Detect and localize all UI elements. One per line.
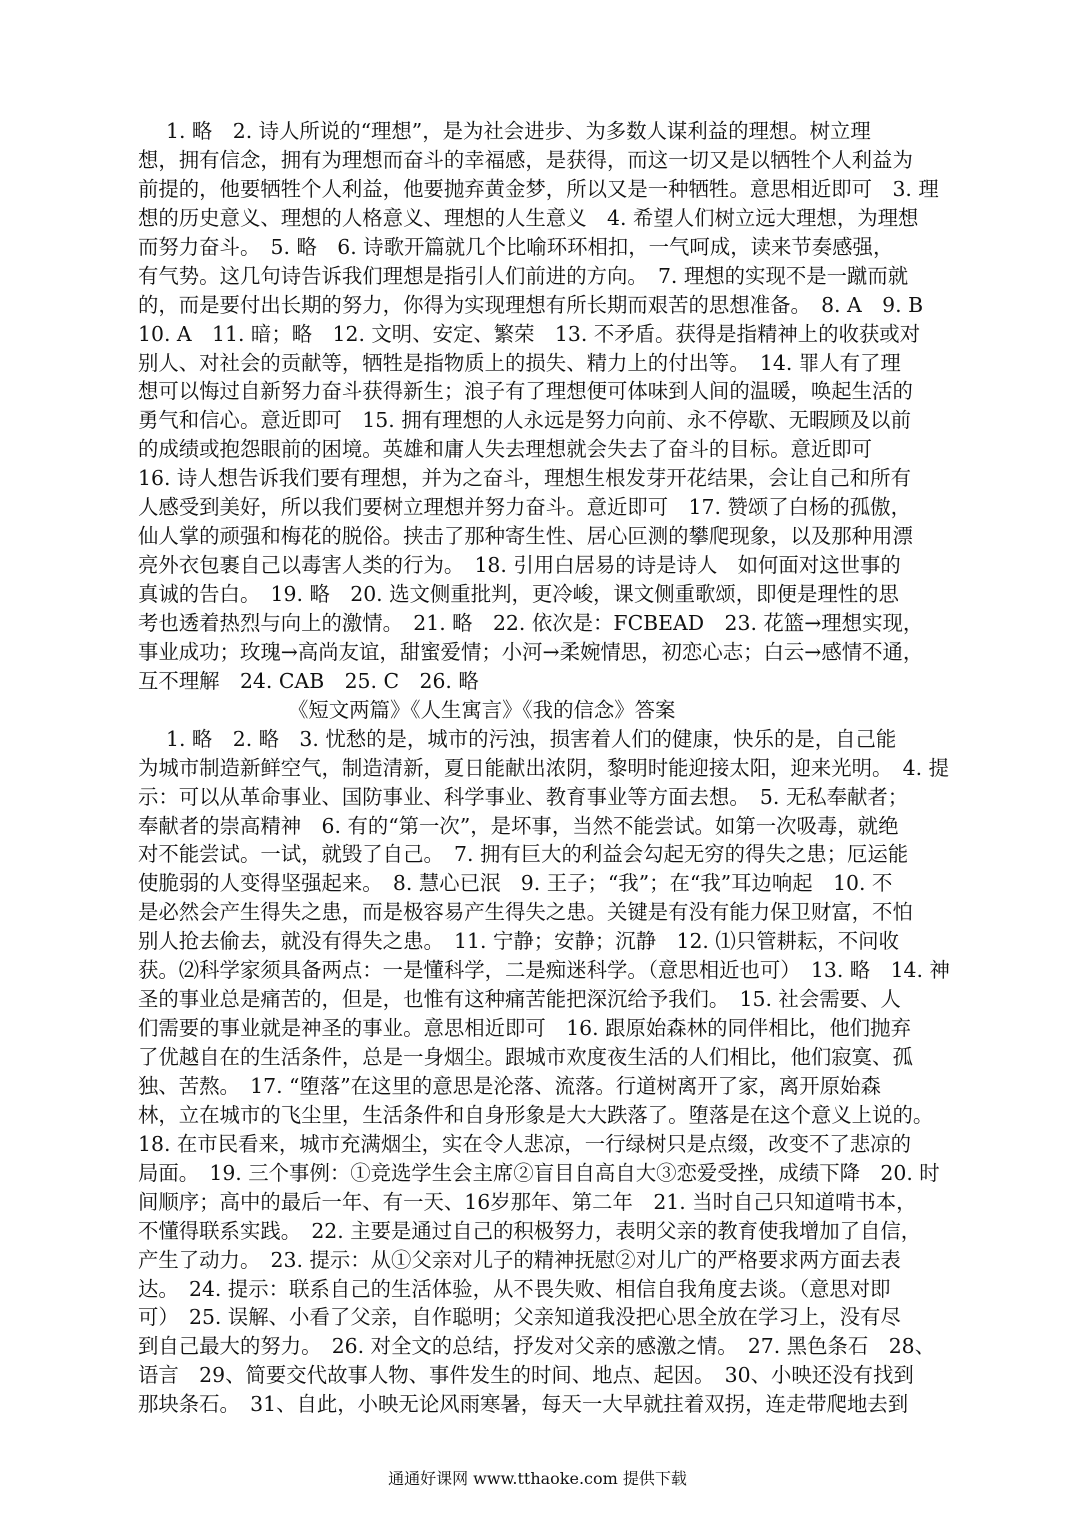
text-line: 们需要的事业就是神圣的事业。意思相近即可 16. 跟原始森林的同伴相比，他们抛弃 (138, 1016, 911, 1041)
text-line: 1. 略 2. 诗人所说的“理想”，是为社会进步、为多数人谋利益的理想。树立理 (166, 119, 871, 143)
text-line: 仙人掌的顽强和梅花的脱俗。挟击了那种寄生性、居心叵测的攀爬现象，以及那种用漂 (138, 524, 913, 549)
text-line: 16. 诗人想告诉我们要有理想，并为之奋斗，理想生根发芽开花结果，会让自己和所有 (138, 466, 911, 491)
text-line: 事业成功；玫瑰→高尚友谊，甜蜜爱情；小河→柔婉情思，初恋心志；白云→感情不通， (138, 639, 924, 664)
text-line: 林，立在城市的飞尘里，生活条件和自身形象是大大跌落了。堕落是在这个意义上说的。 (138, 1102, 934, 1127)
text-line: 互不理解 24. CAB 25. C 26. 略 (138, 668, 479, 693)
text-line: 的成绩或抱怨眼前的困境。英雄和庸人失去理想就会失去了奋斗的目标。意近即可 (138, 437, 873, 462)
text-line: 使脆弱的人变得坚强起来。 8. 慧心已泯 9. 王子；“我”；在“我”耳边响起 10. 不 (138, 871, 893, 896)
text-line: 是必然会产生得失之患，而是极容易产生得失之患。关键是有没有能力保卫财富，不怕 (138, 900, 913, 925)
text-line: 奉献者的崇高精神 6. 有的“第一次”，是坏事，当然不能尝试。如第一次吸毒，就绝 (138, 813, 899, 838)
text-line: 语言 29、简要交代故事人物、事件发生的时间、地点、起因。 30、小映还没有找到 (138, 1363, 914, 1388)
text-line: 有气势。这几句诗告诉我们理想是指引人们前进的方向。 7. 理想的实现不是一蹴而就 (138, 263, 909, 288)
text-line: 别人、对社会的贡献等，牺牲是指物质上的损失、精力上的付出等。 14. 罪人有了理 (138, 350, 901, 375)
text-line: 1. 略 2. 略 3. 忧愁的是，城市的污浊，损害着人们的健康，快乐的是，自己能 (166, 726, 897, 751)
text-line: 产生了动力。 23. 提示：从①父亲对儿子的精神抚慰②对儿广的严格要求两方面去表 (138, 1247, 901, 1272)
text-line: 圣的事业总是痛苦的，但是，也惟有这种痛苦能把深沉给予我们。 15. 社会需要、人 (138, 987, 901, 1012)
text-line: 独、苦熬。 17. “堕落”在这里的意思是沦落、流落。行道树离开了家，离开原始森 (138, 1073, 881, 1098)
text-line: 真诚的告白。 19. 略 20. 选文侧重批判，更冷峻，课文侧重歌颂，即便是理性的思 (138, 582, 899, 606)
text-line: 的，而是要付出长期的努力，你得为实现理想有所长期而艰苦的思想准备。 8. A 9. B (138, 292, 924, 317)
text-line: 为城市制造新鲜空气，制造清新，夏日能献出浓阴，黎明时能迎接太阳，迎来光明。 4. 提 (138, 755, 949, 780)
text-line: 获。⑵科学家须具备两点：一是懂科学，二是痴迷科学。（意思相近也可） 13. 略 14. 神 (138, 958, 950, 983)
section-title: 《短文两篇》《人生寓言》《我的信念》答案 (288, 697, 676, 722)
text-line: 前提的，他要牺牲个人利益，他要抛弃黄金梦，所以又是一种牺牲。意思相近即可 3. 理 (138, 176, 939, 201)
text-line: 了优越自在的生活条件，总是一身烟尘。跟城市欢度夜生活的人们相比，他们寂寞、孤 (138, 1045, 913, 1069)
text-line: 不懂得联系实践。 22. 主要是通过自己的积极努力，表明父亲的教育使我增加了自信， (138, 1218, 922, 1243)
text-line: 示：可以从革命事业、国防事业、科学事业、教育事业等方面去想。 5. 无私奉献者； (138, 784, 909, 809)
text-line: 达。 24. 提示：联系自己的生活体验，从不畏失败、相信自我角度去谈。（意思对即 (138, 1276, 891, 1301)
answer-text-block (138, 117, 950, 1419)
text-line: 想，拥有信念，拥有为理想而奋斗的幸福感，是获得，而这一切又是以牺牲个人利益为 (138, 147, 913, 172)
text-line: 可） 25. 误解、小看了父亲，自作聪明；父亲知道我没把心思全放在学习上，没有尽 (138, 1305, 901, 1330)
text-line: 勇气和信心。意近即可 15. 拥有理想的人永远是努力向前、永不停歇、无暇顾及以前 (138, 408, 911, 433)
text-line: 那块条石。 31、自此，小映无论风雨寒暑，每天一大早就拄着双拐，连走带爬地去到 (138, 1392, 909, 1417)
text-line: 别人抢去偷去，就没有得失之患。 11. 宁静；安静；沉静 12. ⑴只管耕耘，不问收 (138, 929, 899, 954)
text-line: 10. A 11. 暗；略 12. 文明、安定、繁荣 13. 不矛盾。获得是指精神上的收获或对 (138, 321, 921, 346)
text-line: 而努力奋斗。 5. 略 6. 诗歌开篇就几个比喻环环相扣，一气呵成，读来节奏感强， (138, 234, 894, 259)
text-line: 想可以悔过自新努力奋斗获得新生；浪子有了理想便可体味到人间的温暖，唤起生活的 (138, 379, 913, 404)
text-line: 亮外衣包裹自己以毒害人类的行为。 18. 引用白居易的诗是诗人 如何面对这世事的 (138, 553, 901, 578)
text-line: 局面。 19. 三个事例：①竞选学生会主席②盲目自高自大③恋爱受挫，成绩下降 20. 时 (138, 1160, 940, 1185)
text-line: 人感受到美好，所以我们要树立理想并努力奋斗。意近即可 17. 赞颂了白杨的孤傲， (138, 495, 911, 520)
text-line: 到自己最大的努力。 26. 对全文的总结，抒发对父亲的感激之情。 27. 黑色条石 28、 (138, 1334, 936, 1359)
text-line: 间顺序；高中的最后一年、有一天、16岁那年、第二年 21. 当时自己只知道啃书本， (138, 1189, 917, 1214)
text-line: 考也透着热烈与向上的激情。 21. 略 22. 依次是：FCBEAD 23. 花篮→理想实现， (138, 610, 924, 635)
text-line: 18. 在市民看来，城市充满烟尘，实在令人悲凉，一行绿树只是点缀，改变不了悲凉的 (138, 1131, 911, 1156)
text-line: 对不能尝试。一试，就毁了自己。 7. 拥有巨大的利益会勾起无穷的得失之患；厄运能 (138, 842, 909, 867)
text-line: 想的历史意义、理想的人格意义、理想的人生意义 4. 希望人们树立远大理想，为理想 (138, 205, 919, 230)
page-footer: 通通好课网 www.tthaoke.com 提供下载 (388, 1469, 687, 1488)
